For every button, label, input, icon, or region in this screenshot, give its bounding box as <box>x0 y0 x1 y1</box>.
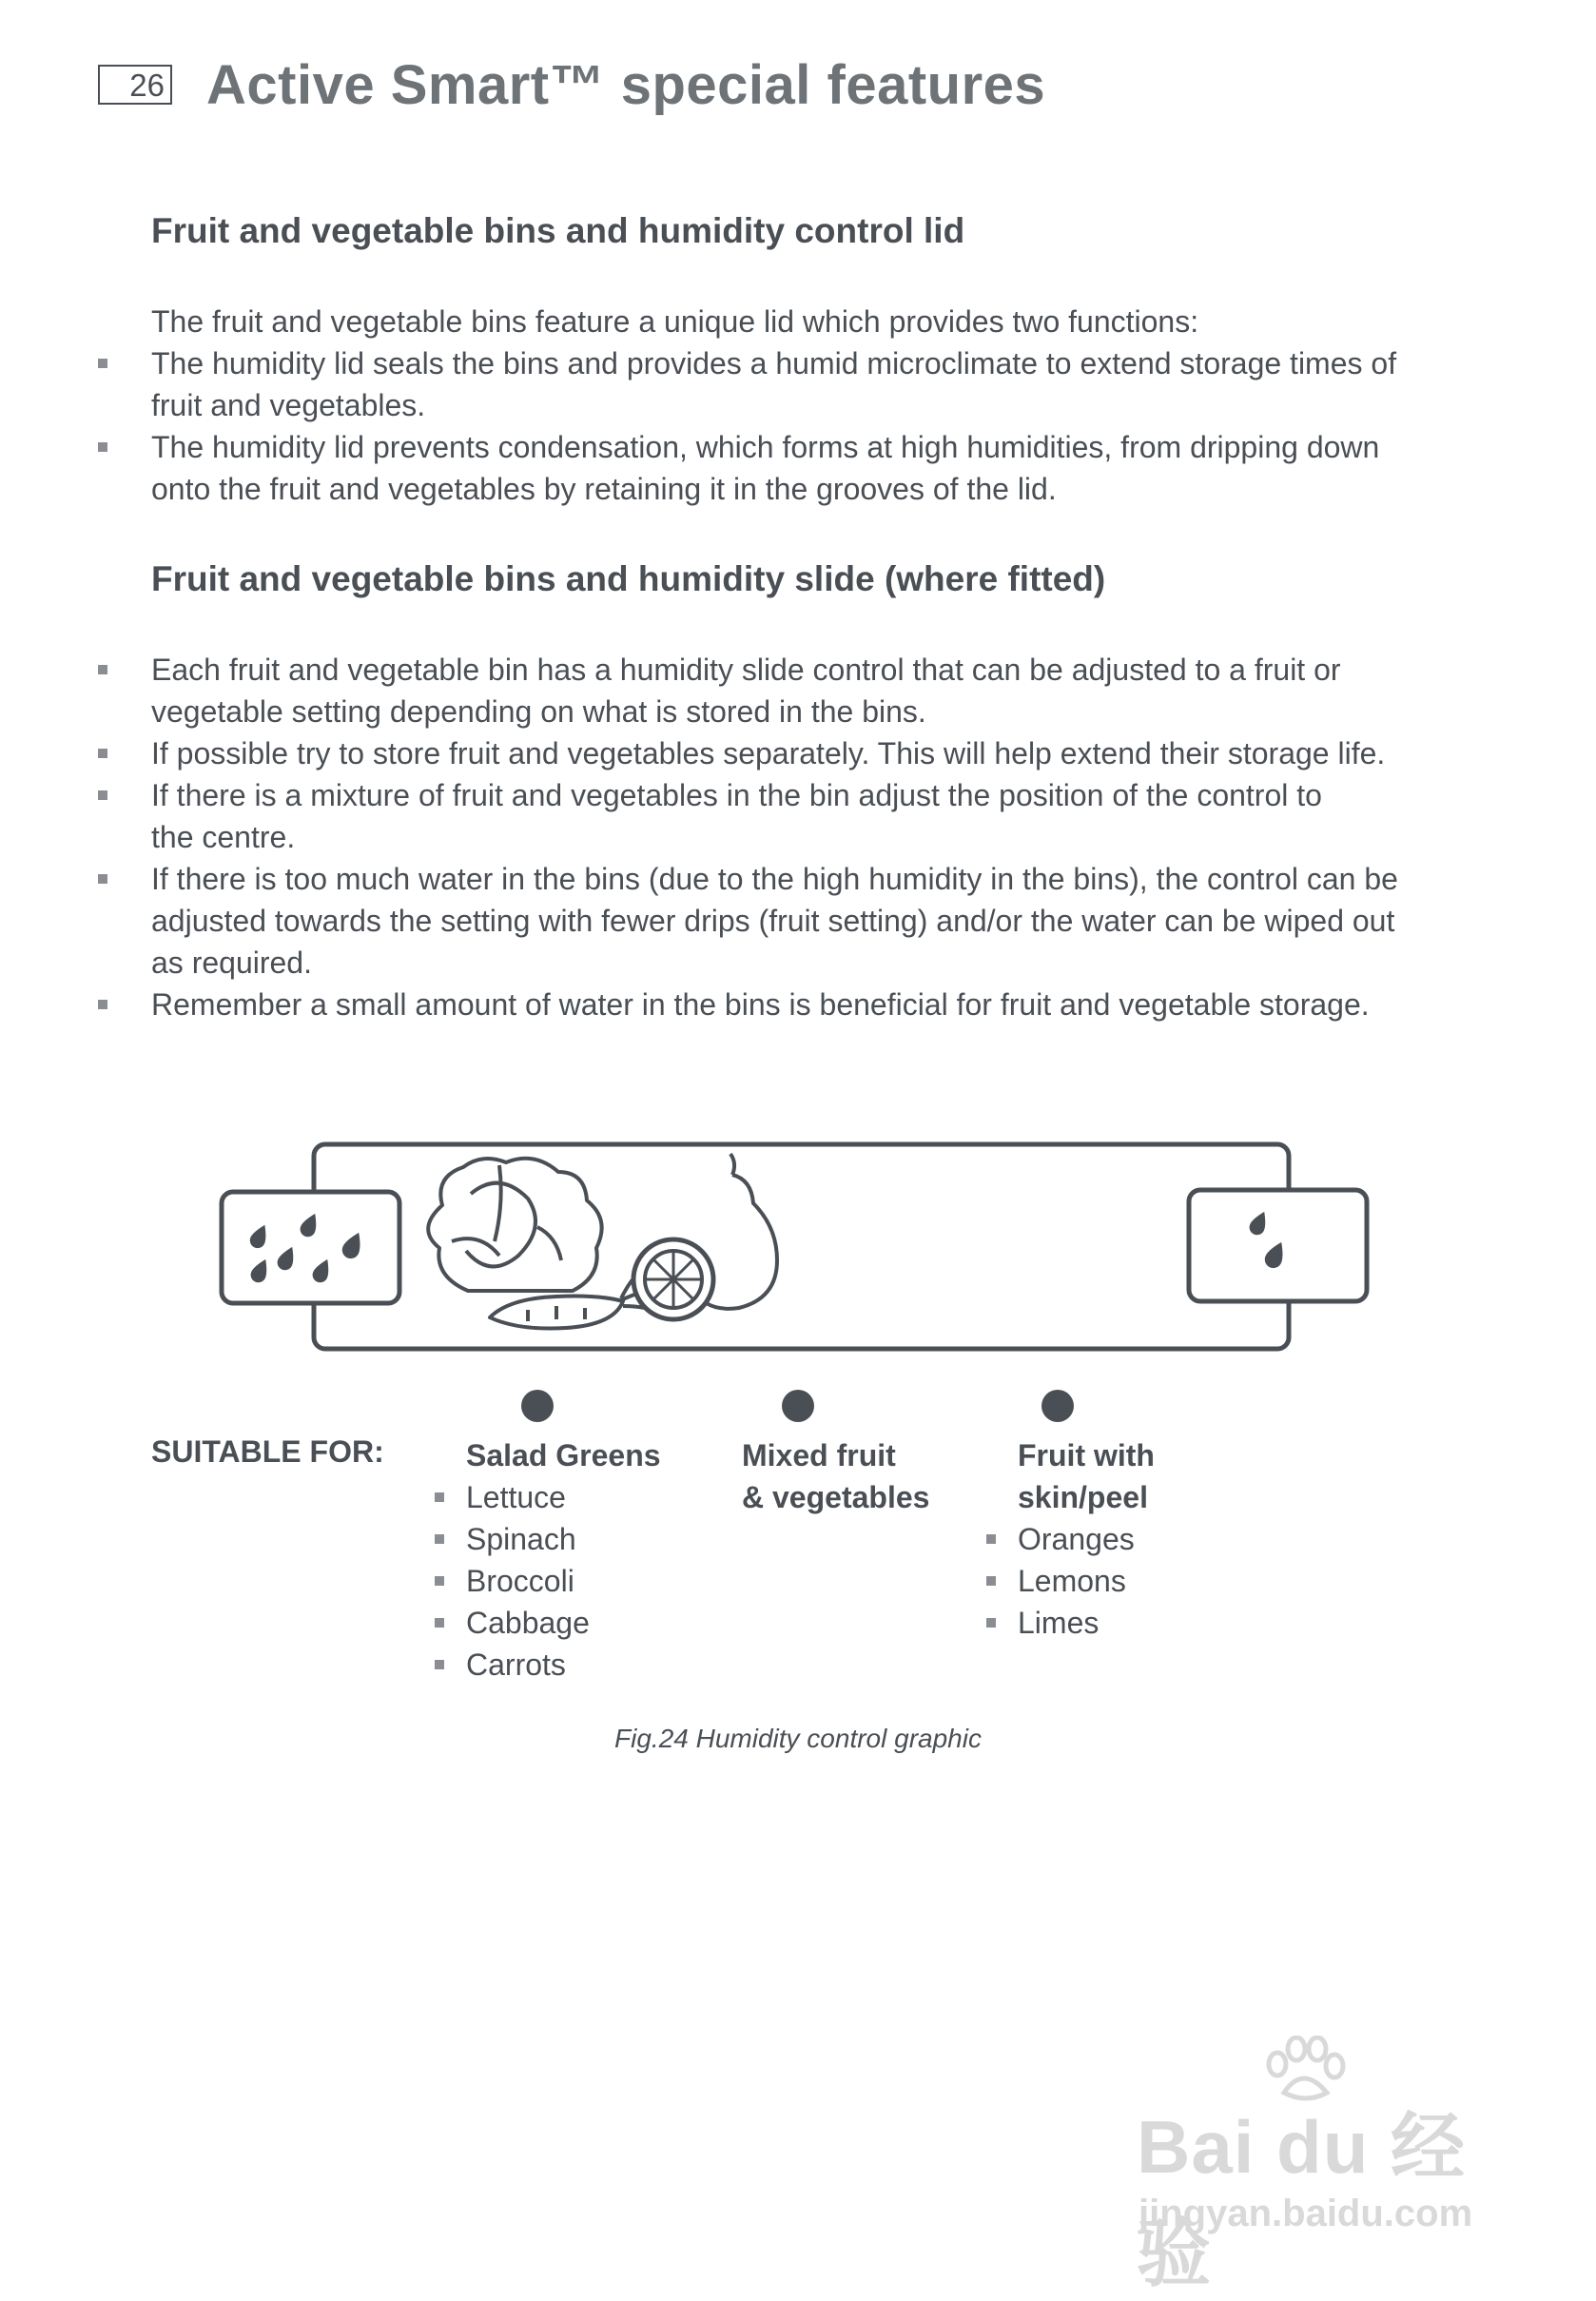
bullet-square-icon <box>435 1660 444 1669</box>
page-number: 26 <box>98 65 172 105</box>
bullet-square-icon <box>435 1534 444 1544</box>
list-item: Limes <box>1018 1602 1155 1644</box>
list-item: Cabbage <box>466 1602 661 1644</box>
humidity-control-graphic <box>214 1137 1393 1365</box>
slide-panel <box>314 1144 1289 1349</box>
slide-bullet-list <box>0 649 1522 1025</box>
baidu-watermark <box>1137 2036 1517 2295</box>
bullet-square-icon <box>98 749 107 758</box>
bullet-square-icon <box>986 1576 996 1586</box>
bullet-square-icon <box>98 665 107 674</box>
list-item: The humidity lid seals the bins and provides a humid microclimate to extend storage times of fruit and vegetables. <box>0 342 1522 426</box>
slider-position-mixed <box>782 1390 814 1422</box>
list-item: Lemons <box>1018 1560 1155 1602</box>
list-item: If there is too much water in the bins (due to the high humidity in the bins), the control can be adjusted towards the setting with fewer drips (fruit setting) and/or the water can be wiped out as required. <box>0 858 1522 984</box>
slider-position-fruit <box>1041 1390 1074 1422</box>
bullet-square-icon <box>435 1618 444 1628</box>
column-title: Mixed fruit <box>742 1438 896 1472</box>
bullet-square-icon <box>986 1618 996 1628</box>
bullet-square-icon <box>435 1492 444 1502</box>
list-item: Each fruit and vegetable bin has a humidity slide control that can be adjusted to a fruit or vegetable setting depending on what is stored in the bins. <box>0 649 1522 732</box>
watermark-url: jingyan.baidu.com <box>1139 2193 1473 2234</box>
vegetables-icon <box>428 1159 663 1329</box>
watermark-logo: Bai du 经验 <box>1137 2105 1467 2295</box>
page-title: Active Smart™ special features <box>206 54 1046 116</box>
fruit-list <box>1018 1518 1155 1644</box>
bullet-square-icon <box>98 359 107 368</box>
salad-greens-list <box>466 1476 661 1686</box>
column-salad-greens <box>466 1434 661 1686</box>
bullet-square-icon <box>98 874 107 884</box>
lid-bullet-list <box>0 342 1522 510</box>
suitable-for-label: SUITABLE FOR: <box>151 1434 384 1469</box>
list-item: Carrots <box>466 1644 661 1686</box>
few-drips-icon <box>1189 1190 1367 1301</box>
section-heading-slide: Fruit and vegetable bins and humidity slide (where fitted) <box>151 559 1106 598</box>
list-item: Remember a small amount of water in the bins is beneficial for fruit and vegetable storage. <box>0 984 1522 1025</box>
column-title: & vegetables <box>742 1480 930 1514</box>
list-item: The humidity lid prevents condensation, which forms at high humidities, from dripping down onto the fruit and vegetables by retaining it in the grooves of the lid. <box>0 426 1522 510</box>
list-item: Oranges <box>1018 1518 1155 1560</box>
figure-caption: Fig.24 Humidity control graphic <box>614 1724 982 1753</box>
list-item: Lettuce <box>466 1476 661 1518</box>
column-title: Salad Greens <box>466 1438 661 1472</box>
column-mixed <box>742 1434 929 1518</box>
bullet-square-icon <box>986 1534 996 1544</box>
column-title: Fruit with <box>1018 1438 1155 1472</box>
slider-position-vegetables <box>521 1390 554 1422</box>
section-intro: The fruit and vegetable bins feature a unique lid which provides two functions: <box>151 304 1199 339</box>
list-item: Spinach <box>466 1518 661 1560</box>
bullet-square-icon <box>435 1576 444 1586</box>
list-item: If there is a mixture of fruit and vegetables in the bin adjust the position of the control to the centre. <box>0 774 1522 858</box>
fruit-icon <box>633 1154 777 1319</box>
list-item: Broccoli <box>466 1560 661 1602</box>
column-title: skin/peel <box>1018 1480 1148 1514</box>
list-item: If possible try to store fruit and vegetables separately. This will help extend their storage life. <box>0 732 1522 774</box>
bullet-square-icon <box>98 790 107 800</box>
many-drips-icon <box>222 1192 399 1303</box>
bullet-square-icon <box>98 1000 107 1009</box>
column-fruit-skin <box>1018 1434 1155 1644</box>
section-heading-lid: Fruit and vegetable bins and humidity control lid <box>151 211 965 250</box>
bullet-square-icon <box>98 442 107 452</box>
